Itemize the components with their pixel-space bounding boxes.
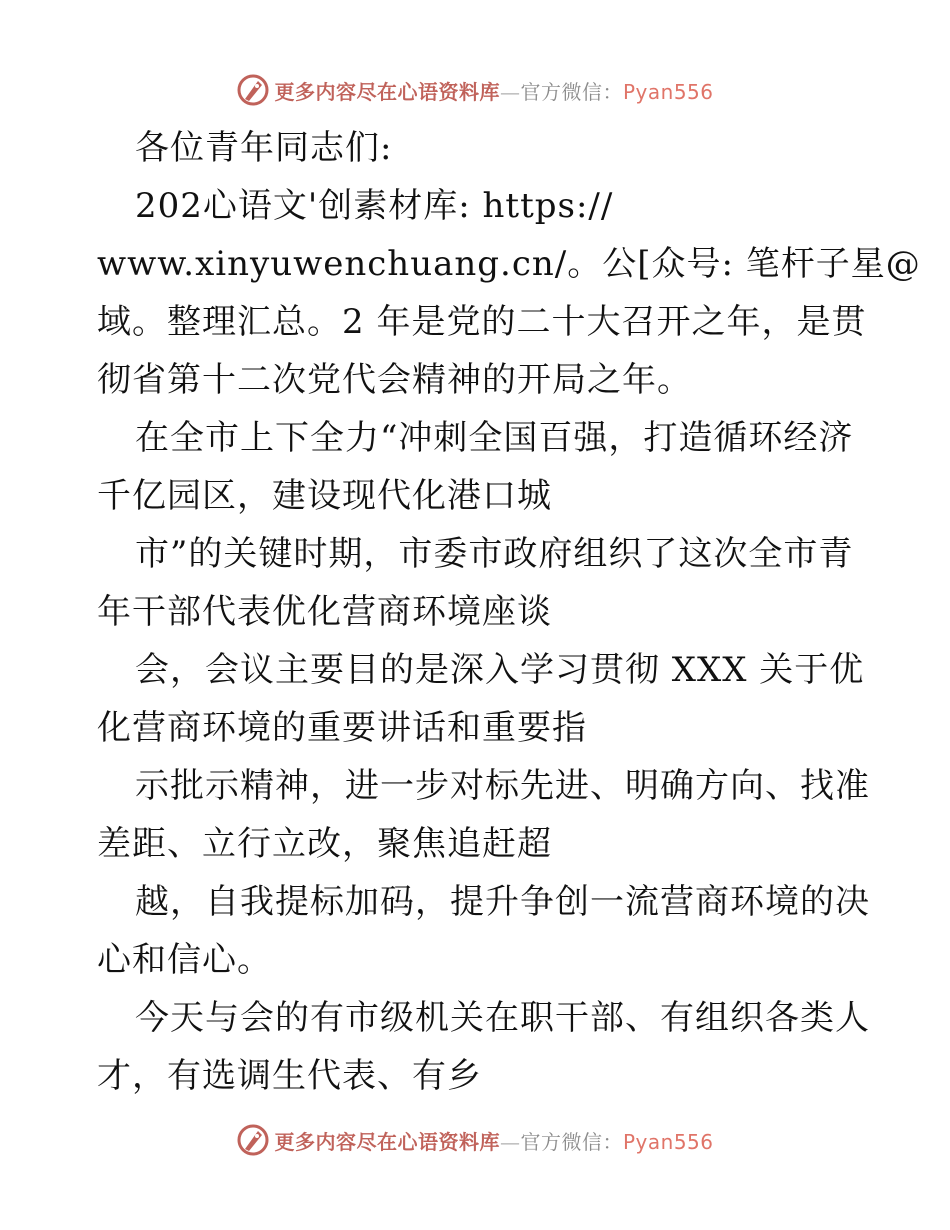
pen-nib-logo-icon <box>236 1123 270 1157</box>
body-line: 化营商环境的重要讲话和重要指 <box>97 708 587 748</box>
body-line: 彻省第十二次党代会精神的开局之年。 <box>97 360 692 400</box>
body-line: 域。整理汇总。2 年是党的二十大召开之年，是贯 <box>97 302 867 342</box>
body-line: 市”的关键时期，市委市政府组织了这次全市青 <box>135 534 854 574</box>
body-line: 心和信心。 <box>97 940 272 980</box>
body-line: 在全市上下全力“冲刺全国百强，打造循环经济 <box>135 418 854 458</box>
body-line: 越，自我提标加码，提升争创一流营商环境的决 <box>135 882 870 922</box>
body-line: 今天与会的有市级机关在职干部、有组织各类人 <box>135 998 870 1038</box>
body-line: 才，有选调生代表、有乡 <box>97 1056 482 1096</box>
header-watermark-banner <box>0 70 950 110</box>
body-line: www.xinyuwenchuang.cn/。公[众号: 笔杆子星@ <box>97 244 921 284</box>
banner-label: 官方微信： <box>520 79 623 104</box>
body-line: 会，会议主要目的是深入学习贯彻 XXX 关于优 <box>135 650 865 690</box>
body-line: 202心语文'创素材库: https:// <box>135 186 614 226</box>
body-line: 年干部代表优化营商环境座谈 <box>97 592 552 632</box>
body-line: 千亿园区，建设现代化港口城 <box>97 476 552 516</box>
footer-watermark-banner <box>0 1120 950 1160</box>
body-line: 差距、立行立改，聚焦追赶超 <box>97 824 552 864</box>
pen-nib-logo-icon <box>236 73 270 107</box>
footer-watermark-text <box>274 1126 713 1155</box>
header-watermark-text <box>274 76 713 105</box>
banner-main-text: 更多内容尽在心语资料库 <box>274 1129 500 1154</box>
banner-label: 官方微信： <box>520 1129 623 1154</box>
body-line: 示批示精神，进一步对标先进、明确方向、找准 <box>135 766 870 806</box>
body-line: 各位青年同志们: <box>135 128 393 168</box>
banner-handle: Pyan556 <box>622 1129 714 1154</box>
banner-separator: — <box>499 79 521 104</box>
banner-separator: — <box>499 1129 521 1154</box>
banner-handle: Pyan556 <box>622 79 714 104</box>
banner-main-text: 更多内容尽在心语资料库 <box>274 79 500 104</box>
